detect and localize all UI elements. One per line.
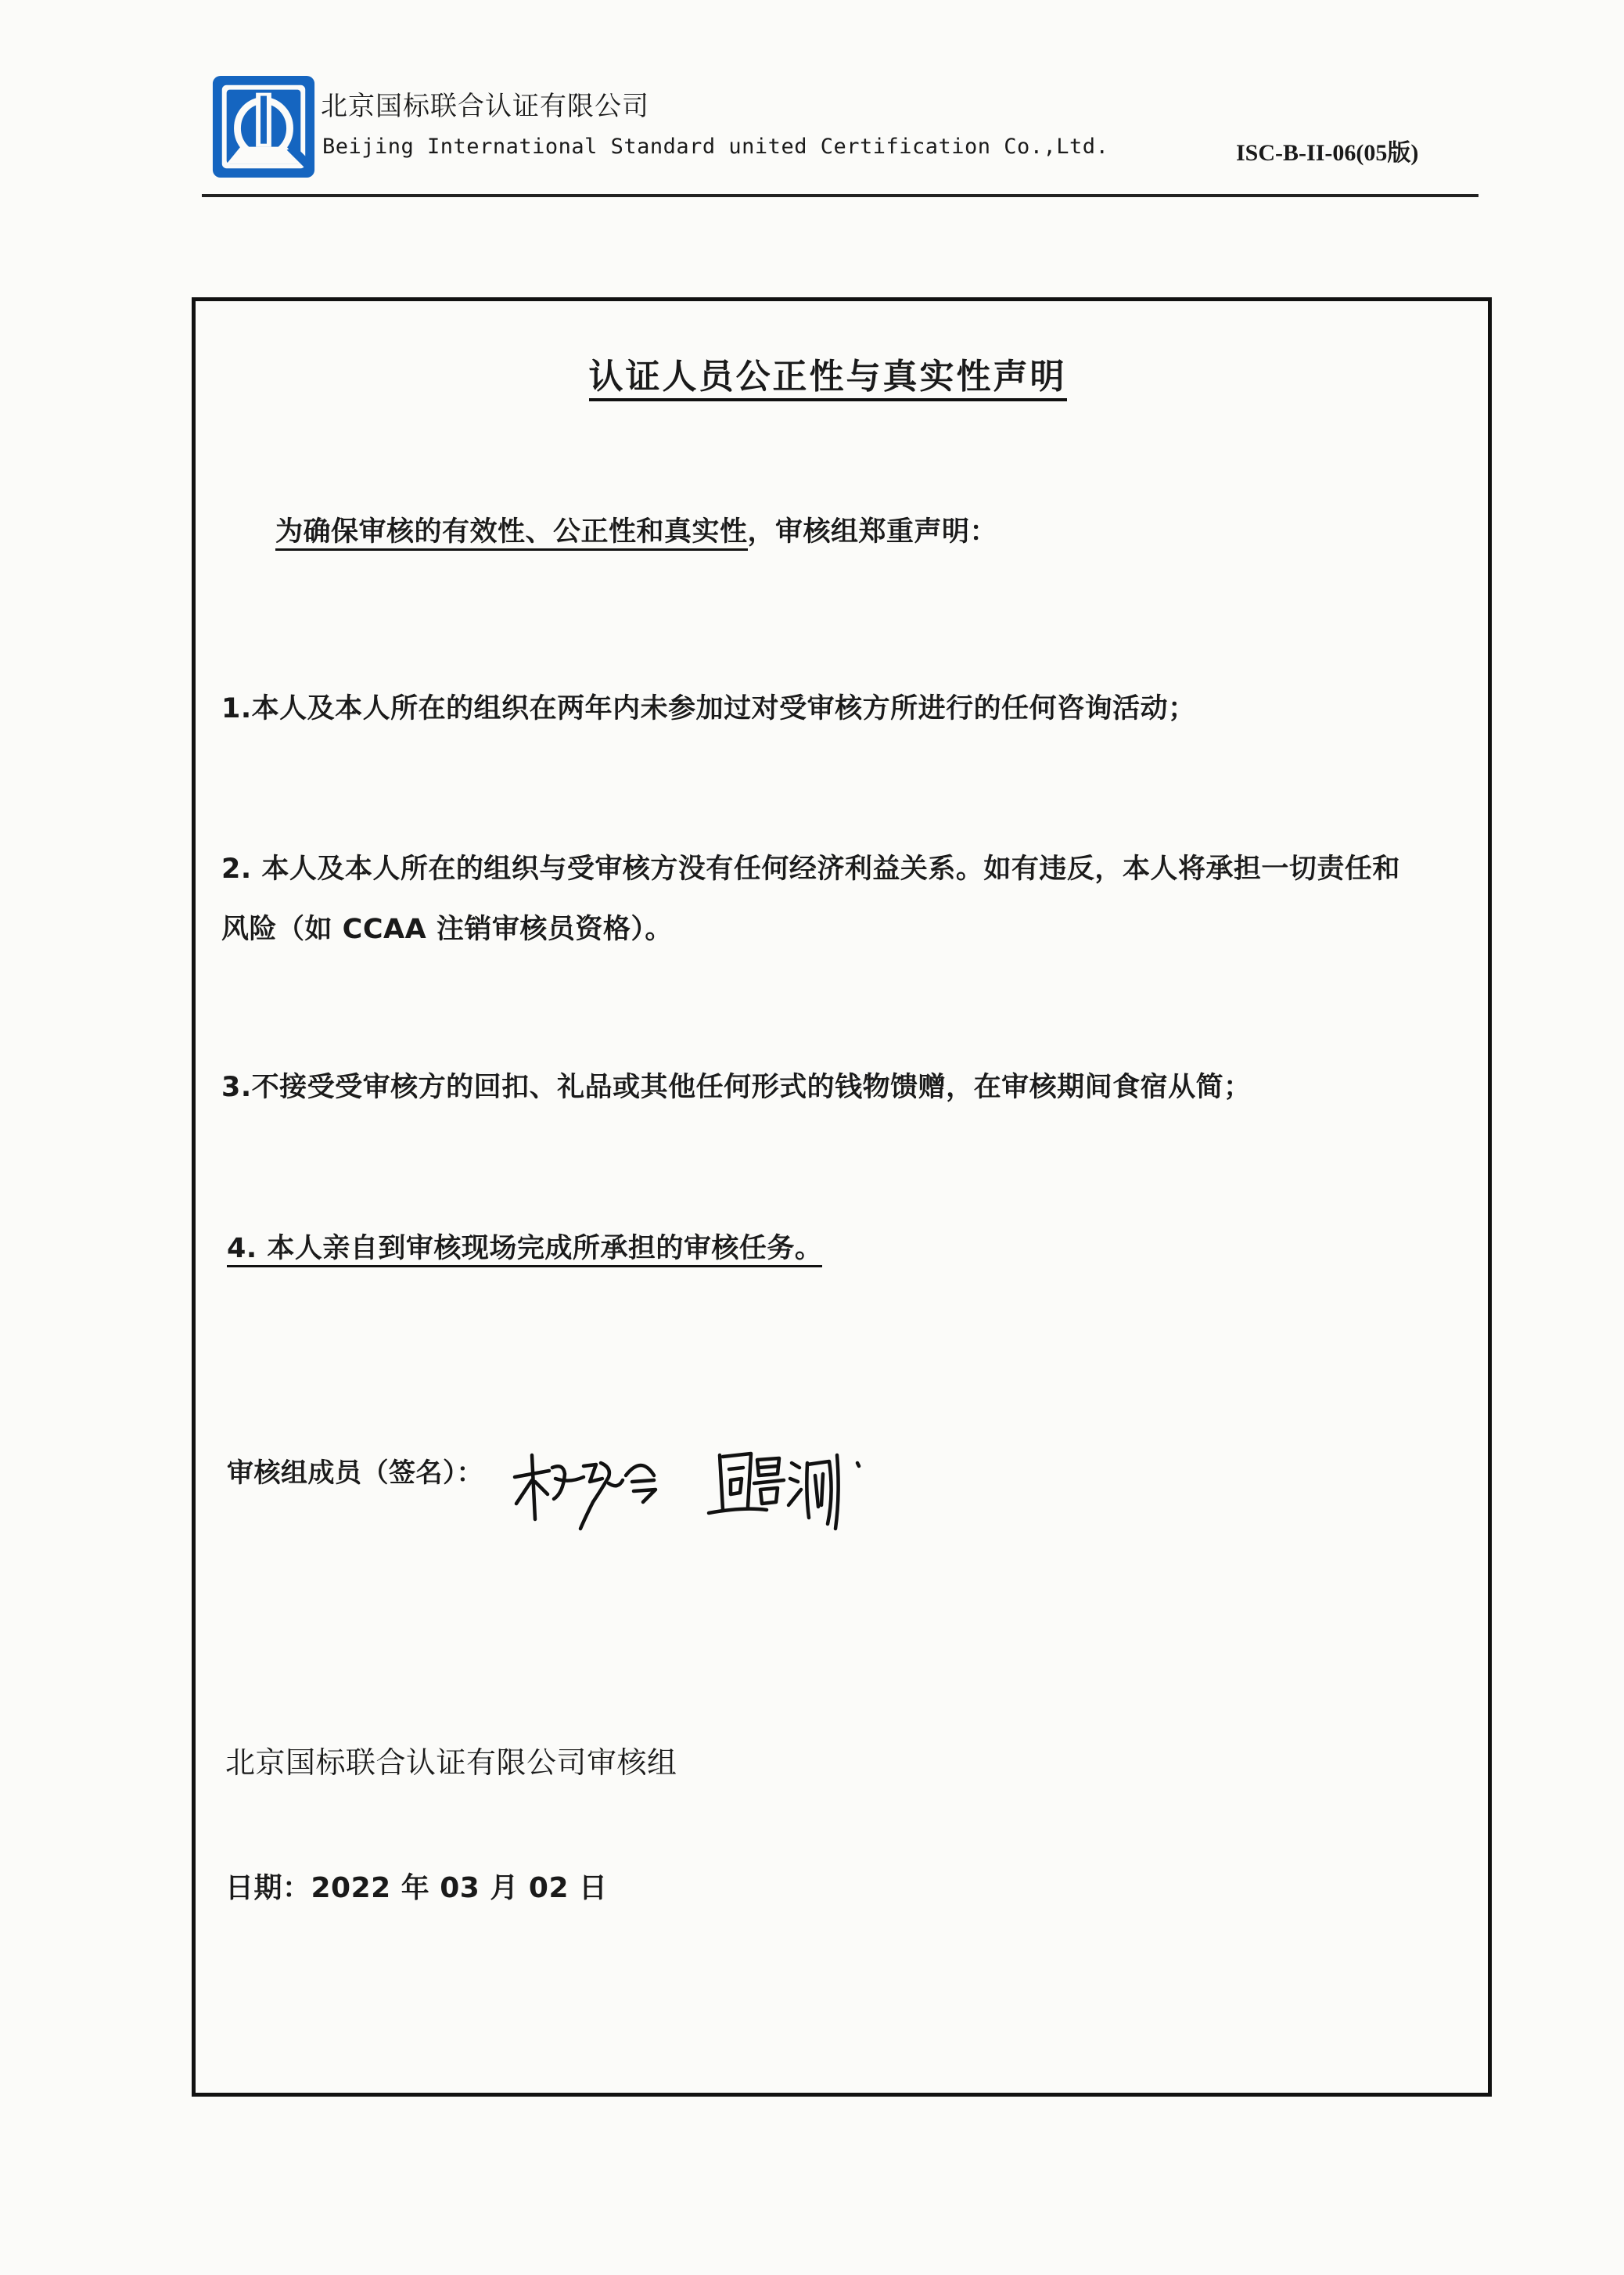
company-name-en: Beijing International Standard united Certification Co.,Ltd.: [322, 135, 1109, 159]
declaration-item-2-line-2: 风险（如 CCAA 注销审核员资格）。: [221, 914, 673, 945]
declaration-item-2-line-1: 2. 本人及本人所在的组织与受审核方没有任何经济利益关系。如有违反，本人将承担一切责任和: [221, 854, 1400, 885]
declaration-date: 日期：2022 年 03 月 02 日: [225, 1872, 608, 1904]
document-title: 认证人员公正性与真实性声明: [0, 348, 1624, 398]
company-logo-icon: [210, 73, 318, 181]
intro-statement: 为确保审核的有效性、公正性和真实性，审核组郑重声明：: [275, 510, 997, 549]
handwritten-signature: [508, 1432, 876, 1533]
signers-label: 审核组成员（签名）：: [227, 1457, 483, 1489]
company-name-cn: 北京国标联合认证有限公司: [321, 91, 649, 122]
header-divider: [202, 194, 1478, 197]
organization-name: 北京国标联合认证有限公司审核组: [225, 1745, 677, 1780]
declaration-frame: [192, 297, 1492, 2097]
declaration-item-1: 1.本人及本人所在的组织在两年内未参加过对受审核方所进行的任何咨询活动；: [221, 693, 1196, 724]
declaration-item-4: 4. 本人亲自到审核现场完成所承担的审核任务。: [227, 1227, 822, 1266]
form-code: ISC-B-II-06(05版): [1236, 140, 1419, 166]
declaration-item-3: 3.不接受受审核方的回扣、礼品或其他任何形式的钱物馈赠，在审核期间食宿从简；: [221, 1072, 1252, 1103]
